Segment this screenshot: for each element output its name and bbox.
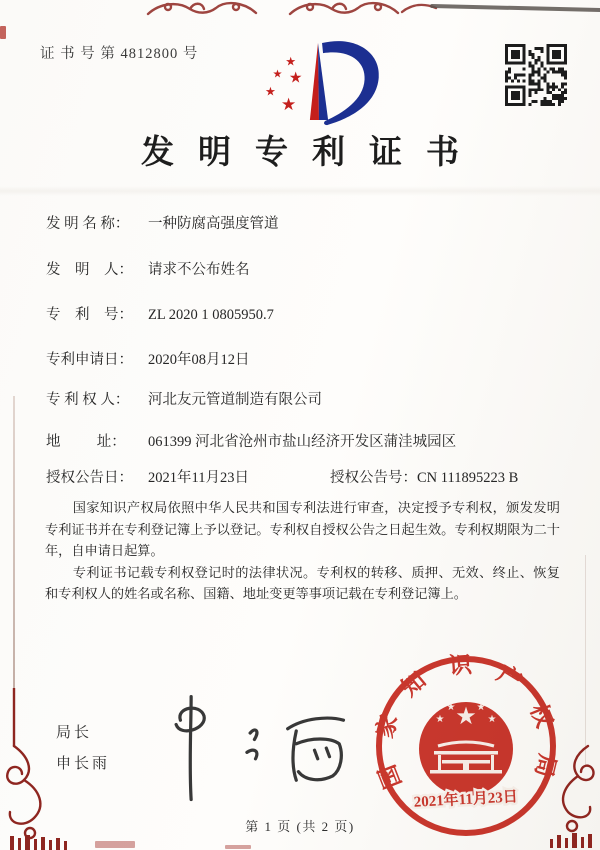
svg-text:★: ★: [476, 702, 486, 713]
border-fragment-left: [0, 26, 6, 39]
director-name: 申长雨: [56, 756, 111, 772]
paper-crease: [0, 186, 600, 196]
field-value: CN 111895223 B: [417, 470, 519, 486]
field-value: ZL 2020 1 0805950.7: [148, 307, 274, 323]
field-label: 发 明 名 称：: [46, 216, 130, 232]
field-label: 地 址：: [46, 434, 126, 450]
qr-code: [505, 44, 567, 106]
svg-text:★: ★: [288, 68, 303, 87]
svg-text:★: ★: [435, 714, 445, 725]
page-fold-line-right: [585, 555, 586, 765]
field-value: 请求不公布姓名: [148, 262, 250, 278]
official-seal-icon: [372, 652, 560, 840]
field-value: 2020年08月12日: [148, 352, 250, 368]
top-border-ornament: [140, 0, 440, 16]
field-label: 专 利 权 人：: [46, 392, 130, 408]
svg-text:★: ★: [446, 702, 456, 713]
legal-paragraph-2: 专利证书记载专利权登记时的法律状况。专利权的转移、质押、无效、终止、恢复和专利权人的姓名或名称、国籍、地址变更等事项记载在专利登记簿上。: [45, 564, 560, 601]
page-number: 第 1 页 (共 2 页): [245, 819, 355, 834]
field-grant-date: [46, 466, 249, 487]
national-emblem-icon: [419, 702, 513, 796]
field-grant-number: [330, 466, 518, 487]
field-value: 061399 河北省沧州市盐山经济开发区蒲洼城园区: [148, 434, 457, 450]
field-label: 发 明 人：: [46, 262, 133, 278]
field-label: 授权公告号：: [330, 470, 417, 486]
director-signature-icon: [148, 688, 363, 806]
field-value: 2021年11月23日: [148, 470, 249, 486]
seal-text: 国家知识产权局: [372, 652, 560, 792]
field-invention-name: [46, 212, 279, 233]
field-inventor: [46, 258, 250, 279]
border-fragment-bottom: [225, 845, 251, 849]
field-address: [46, 430, 456, 451]
certificate-title: 发明专利证书: [141, 135, 483, 171]
page-fold-line-left: [13, 396, 15, 696]
svg-text:★: ★: [264, 84, 276, 99]
photo-edge-line: [430, 4, 600, 12]
svg-text:★: ★: [285, 54, 297, 69]
field-label: 专 利 号：: [46, 307, 133, 323]
field-value: 河北友元管道制造有限公司: [148, 392, 322, 408]
svg-text:★: ★: [280, 94, 297, 115]
svg-text:★: ★: [272, 67, 283, 81]
seal-date: 2021年11月23日: [413, 789, 519, 811]
field-label: 专利申请日：: [46, 352, 133, 368]
bottom-left-border-ornament: [0, 688, 74, 850]
border-fragment-bottom: [95, 841, 135, 848]
bottom-right-border-ornament: [534, 742, 600, 850]
field-patentee: [46, 388, 322, 409]
field-value: 一种防腐高强度管道: [148, 216, 279, 232]
certificate-number: 证 书 号 第 4812800 号: [40, 46, 199, 62]
field-filing-date: [46, 348, 250, 369]
legal-text: [45, 497, 560, 605]
cnipa-logo-icon: [238, 30, 400, 128]
field-label: 授权公告日：: [46, 470, 133, 486]
legal-paragraph-1: 国家知识产权局依照中华人民共和国专利法进行审查，决定授予专利权，颁发发明专利证书并在专利登记簿上予以登记。专利权自授权公告之日起生效。专利权期限为二十年，自申请日起算。: [45, 500, 560, 558]
field-patent-number: [46, 303, 274, 324]
director-title: 局长: [56, 725, 93, 741]
svg-text:★: ★: [455, 702, 477, 730]
svg-text:★: ★: [487, 714, 497, 725]
